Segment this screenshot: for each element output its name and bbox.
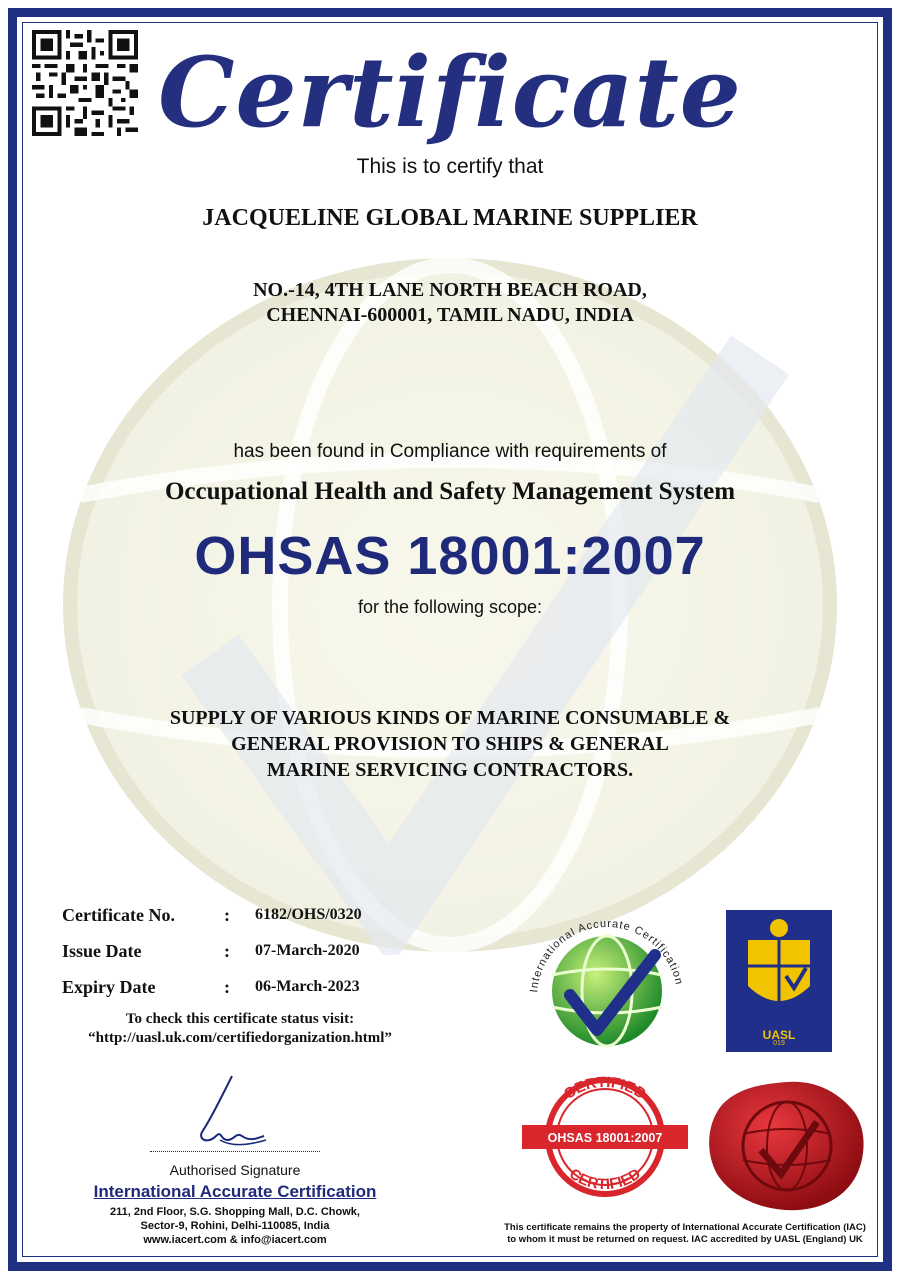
- certificate-title: Certificate: [158, 36, 742, 149]
- qr-code: [32, 30, 138, 136]
- uasl-label: UASL: [762, 1028, 796, 1042]
- iac-ring-text: International Accurate Certification: [528, 917, 685, 993]
- issuer-address-line-2: Sector-9, Rohini, Delhi-110085, India: [140, 1220, 330, 1232]
- scope-line-3: MARINE SERVICING CONTRACTORS.: [266, 759, 634, 781]
- status-check-url[interactable]: “http://uasl.uk.com/certifiedorganization.html”: [88, 1030, 392, 1046]
- standard-code: OHSAS 18001:2007: [194, 526, 706, 586]
- status-check-text: To check this certificate status visit:: [125, 1011, 355, 1027]
- expiry-date-label: Expiry Date: [62, 977, 156, 997]
- certified-bottom-text: CERTIFIED: [566, 1165, 644, 1194]
- issuer-name: International Accurate Certification: [93, 1182, 377, 1201]
- separator: :: [224, 977, 230, 997]
- status-check: [30, 1010, 450, 1048]
- uasl-number: 019: [773, 1040, 785, 1047]
- uasl-crest-icon: [736, 916, 822, 1026]
- scope-line-2: GENERAL PROVISION TO SHIPS & GENERAL: [231, 733, 669, 755]
- scope-text: [0, 705, 900, 783]
- issuer-address: [40, 1205, 430, 1247]
- management-system: Occupational Health and Safety Management System: [164, 478, 736, 505]
- issue-date-label: Issue Date: [62, 941, 142, 961]
- scope-line-1: SUPPLY OF VARIOUS KINDS OF MARINE CONSUMABLE &: [169, 707, 731, 729]
- certified-stamp: [520, 1075, 690, 1200]
- signature-line: [150, 1151, 320, 1152]
- issuer-contact: www.iacert.com & info@iacert.com: [143, 1234, 327, 1246]
- expiry-date-value: 06-March-2023: [255, 978, 360, 995]
- certified-top-text: CERTIFIED: [560, 1075, 650, 1103]
- disclaimer-line-1: This certificate remains the property of International Accurate Certification (IAC): [504, 1222, 866, 1233]
- certificate-number-label: Certificate No.: [62, 905, 175, 925]
- issue-date-value: 07-March-2020: [255, 942, 360, 959]
- separator: :: [224, 905, 230, 925]
- uasl-badge: [726, 910, 832, 1052]
- organization-address: [0, 278, 900, 328]
- organization-name: JACQUELINE GLOBAL MARINE SUPPLIER: [202, 205, 698, 231]
- certified-band-text: OHSAS 18001:2007: [547, 1131, 663, 1145]
- footer-disclaimer: [490, 1222, 880, 1246]
- signature-label: Authorised Signature: [169, 1162, 301, 1178]
- address-line-2: CHENNAI-600001, TAMIL NADU, INDIA: [266, 304, 634, 326]
- certify-text: This is to certify that: [356, 155, 544, 178]
- scope-intro: for the following scope:: [357, 597, 543, 617]
- compliance-intro: has been found in Compliance with requirements of: [233, 441, 667, 462]
- issuer-address-line-1: 211, 2nd Floor, S.G. Shopping Mall, D.C. Chowk,: [110, 1206, 360, 1218]
- separator: :: [224, 941, 230, 961]
- address-line-1: NO.-14, 4TH LANE NORTH BEACH ROAD,: [253, 279, 647, 301]
- iac-globe-seal: [515, 905, 700, 1055]
- disclaimer-line-2: to whom it must be returned on request. IAC accredited by UASL (England) UK: [507, 1234, 863, 1245]
- signature-mark: [180, 1070, 280, 1150]
- certificate-number-value: 6182/OHS/0320: [255, 906, 362, 923]
- wax-seal: [705, 1078, 870, 1213]
